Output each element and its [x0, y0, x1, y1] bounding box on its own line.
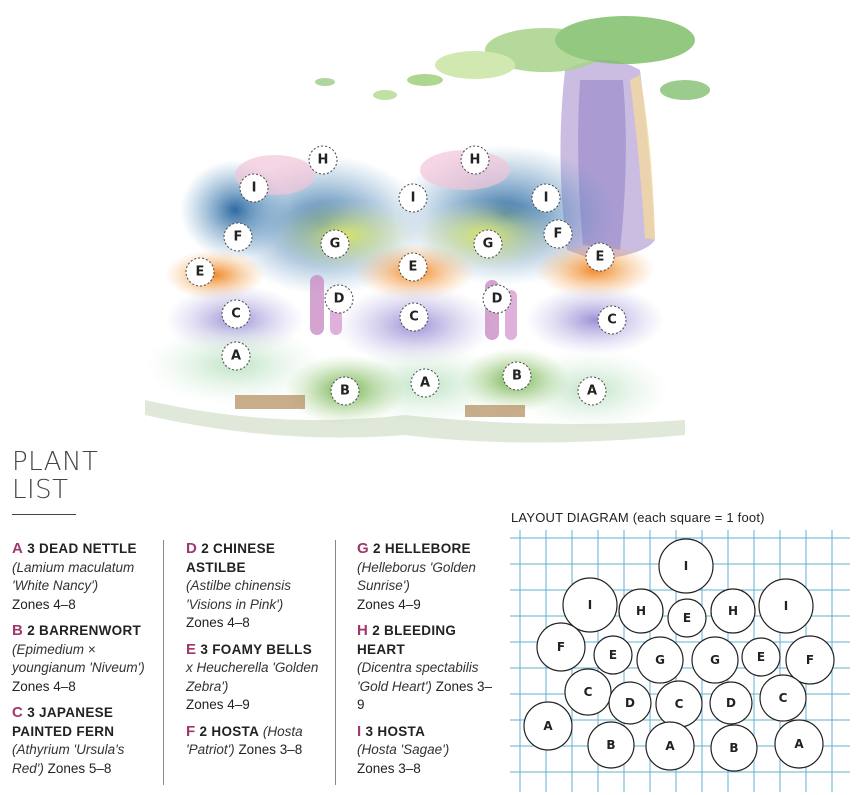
plant-latin-name: (Hosta 'Patriot'): [186, 723, 303, 757]
plant-list-title-line2: LIST: [12, 475, 69, 505]
plant-latin-name: (Astilbe chinensis 'Visions in Pink'): [186, 578, 292, 612]
svg-text:A: A: [665, 739, 675, 753]
svg-text:D: D: [625, 696, 635, 710]
column-divider: [163, 540, 164, 785]
plant-zones: Zones 4–9: [357, 596, 421, 612]
svg-text:D: D: [491, 291, 503, 307]
svg-text:I: I: [251, 180, 257, 196]
svg-text:F: F: [553, 226, 563, 242]
svg-text:D: D: [333, 291, 345, 307]
svg-text:F: F: [233, 229, 243, 245]
svg-text:B: B: [512, 368, 522, 384]
plant-name: 3 FOAMY BELLS: [200, 641, 313, 657]
plant-item-g: [357, 540, 497, 614]
plant-latin-name: (Lamium maculatum 'White Nancy'): [12, 559, 135, 593]
svg-text:B: B: [340, 383, 350, 399]
layout-circle-d-left: [609, 682, 651, 724]
plant-letter: E: [186, 640, 197, 658]
svg-text:B: B: [606, 738, 616, 752]
plant-latin-name: (Helleborus 'Golden Sunrise'): [357, 559, 476, 593]
svg-text:I: I: [410, 190, 416, 206]
marker-e-3: [586, 243, 614, 271]
plant-item-a: [12, 540, 157, 614]
layout-circle-c-left: [565, 669, 611, 715]
marker-c-2: [400, 303, 428, 331]
plant-list-column-2: [186, 540, 326, 768]
plant-list-column-1: [12, 540, 157, 786]
marker-a-1: [222, 342, 250, 370]
svg-text:E: E: [682, 611, 692, 625]
marker-c-3: [598, 306, 626, 334]
layout-circle-a-left: [524, 702, 572, 750]
marker-c-1: [222, 300, 250, 328]
plant-item-e: [186, 641, 326, 715]
marker-a-2: [411, 369, 439, 397]
plant-zones: Zones 3–9: [357, 678, 492, 712]
layout-circle-i-top: [659, 539, 713, 593]
marker-i-3: [532, 184, 560, 212]
svg-text:C: C: [674, 697, 684, 711]
svg-text:F: F: [556, 640, 566, 654]
marker-h-2: [461, 146, 489, 174]
plant-list-title-line1: PLANT: [12, 447, 99, 477]
svg-text:B: B: [729, 741, 739, 755]
layout-circle-e-left: [594, 636, 632, 674]
marker-i-2: [399, 184, 427, 212]
svg-text:I: I: [683, 559, 689, 573]
plant-letter: F: [186, 722, 196, 740]
svg-text:G: G: [655, 653, 665, 667]
svg-text:A: A: [419, 375, 431, 391]
layout-circle-h-right: [711, 589, 755, 633]
layout-diagram: [510, 530, 850, 792]
layout-circle-c-middle: [656, 681, 702, 727]
plant-name: 2 BLEEDING HEART: [357, 623, 457, 657]
plant-name: 2 BARRENWORT: [27, 623, 142, 638]
marker-e-1: [186, 258, 214, 286]
layout-circle-f-left: [537, 623, 585, 671]
plant-item-i: [357, 723, 497, 779]
plant-latin-name: (Hosta 'Sagae'): [357, 742, 450, 757]
svg-text:C: C: [778, 691, 788, 705]
svg-text:A: A: [586, 383, 598, 399]
marker-d-1: [325, 285, 353, 313]
layout-circle-a-right: [775, 720, 823, 768]
svg-text:A: A: [230, 348, 242, 364]
garden-illustration: [125, 10, 715, 450]
plant-latin-name: (Epimedium × youngianum 'Niveum'): [12, 641, 145, 675]
plant-letter: G: [357, 540, 369, 557]
plant-zones: Zones 4–8: [186, 615, 250, 630]
plant-latin-name: (Athyrium 'Ursula's Red'): [12, 742, 125, 776]
marker-g-1: [321, 230, 349, 258]
marker-b-1: [331, 377, 359, 405]
layout-circle-c-right: [760, 675, 806, 721]
svg-text:A: A: [794, 737, 804, 751]
plant-letter: D: [186, 540, 198, 557]
plant-letter: B: [12, 622, 24, 639]
title-divider: [12, 514, 76, 515]
svg-text:I: I: [783, 599, 789, 613]
layout-circle-h-left: [619, 589, 663, 633]
layout-circle-g-right: [692, 637, 738, 683]
marker-e-2: [399, 253, 427, 281]
marker-h-1: [309, 146, 337, 174]
plant-item-d: [186, 540, 326, 633]
plant-name: 3 JAPANESE PAINTED FERN: [12, 705, 115, 739]
svg-text:A: A: [543, 719, 553, 733]
layout-diagram-title: LAYOUT DIAGRAM (each square = 1 foot): [511, 510, 765, 525]
plant-item-b: [12, 622, 157, 696]
svg-text:E: E: [595, 249, 605, 265]
plant-name: 2 HOSTA: [199, 723, 260, 739]
tree-canopy: [315, 16, 710, 100]
plant-letter: A: [12, 540, 24, 557]
marker-g-2: [474, 230, 502, 258]
layout-circle-d-right: [710, 682, 752, 724]
plant-zones: Zones 3–8: [357, 760, 421, 776]
layout-circle-g-left: [637, 637, 683, 683]
marker-b-2: [503, 362, 531, 390]
layout-circle-b-left: [588, 722, 634, 768]
svg-text:C: C: [607, 312, 617, 328]
plant-item-f: [186, 723, 326, 760]
plant-list-title: [12, 448, 98, 504]
plant-zones: Zones 4–8: [12, 678, 76, 694]
svg-text:E: E: [408, 259, 418, 275]
marker-f-1: [224, 223, 252, 251]
marker-a-3: [578, 377, 606, 405]
svg-text:C: C: [583, 685, 593, 699]
plant-zones: Zones 4–9: [186, 697, 250, 712]
column-divider: [335, 540, 336, 785]
plant-name: 3 DEAD NETTLE: [27, 541, 137, 556]
plant-name: 3 HOSTA: [365, 723, 426, 739]
svg-text:E: E: [195, 264, 205, 280]
plant-letter: C: [12, 704, 24, 721]
plant-latin-name: x Heucherella 'Golden Zebra'): [186, 660, 319, 694]
svg-text:G: G: [329, 236, 341, 252]
marker-f-2: [544, 220, 572, 248]
plant-name: 2 HELLEBORE: [373, 541, 471, 556]
svg-text:F: F: [805, 653, 815, 667]
plant-zones: Zones 4–8: [12, 596, 76, 612]
layout-circle-i-right: [759, 579, 813, 633]
svg-text:I: I: [587, 598, 593, 612]
svg-text:G: G: [482, 236, 494, 252]
plant-zones: Zones 5–8: [47, 760, 112, 776]
svg-text:H: H: [469, 152, 481, 168]
layout-circle-i-left: [563, 578, 617, 632]
plant-item-h: [357, 622, 497, 715]
svg-text:D: D: [726, 696, 736, 710]
svg-text:E: E: [756, 650, 766, 664]
svg-text:I: I: [543, 190, 549, 206]
svg-text:H: H: [727, 604, 739, 618]
plant-list-column-3: [357, 540, 497, 786]
plant-letter: I: [357, 722, 362, 740]
plant-letter: H: [357, 622, 369, 639]
svg-text:G: G: [710, 653, 720, 667]
plant-latin-name: (Dicentra spectabilis 'Gold Heart'): [357, 660, 479, 694]
layout-circle-e-right: [742, 638, 780, 676]
svg-text:C: C: [231, 306, 241, 322]
plant-item-c: [12, 704, 157, 778]
plant-name: 2 CHINESE ASTILBE: [186, 541, 276, 575]
svg-text:E: E: [608, 648, 618, 662]
layout-circle-b-right: [711, 725, 757, 771]
svg-text:H: H: [635, 604, 647, 618]
svg-text:C: C: [409, 309, 419, 325]
marker-d-2: [483, 285, 511, 313]
plant-zones: Zones 3–8: [238, 742, 303, 757]
layout-circle-a-middle: [646, 722, 694, 770]
svg-text:H: H: [317, 152, 329, 168]
marker-i-1: [240, 174, 268, 202]
layout-circle-e-top: [668, 599, 706, 637]
